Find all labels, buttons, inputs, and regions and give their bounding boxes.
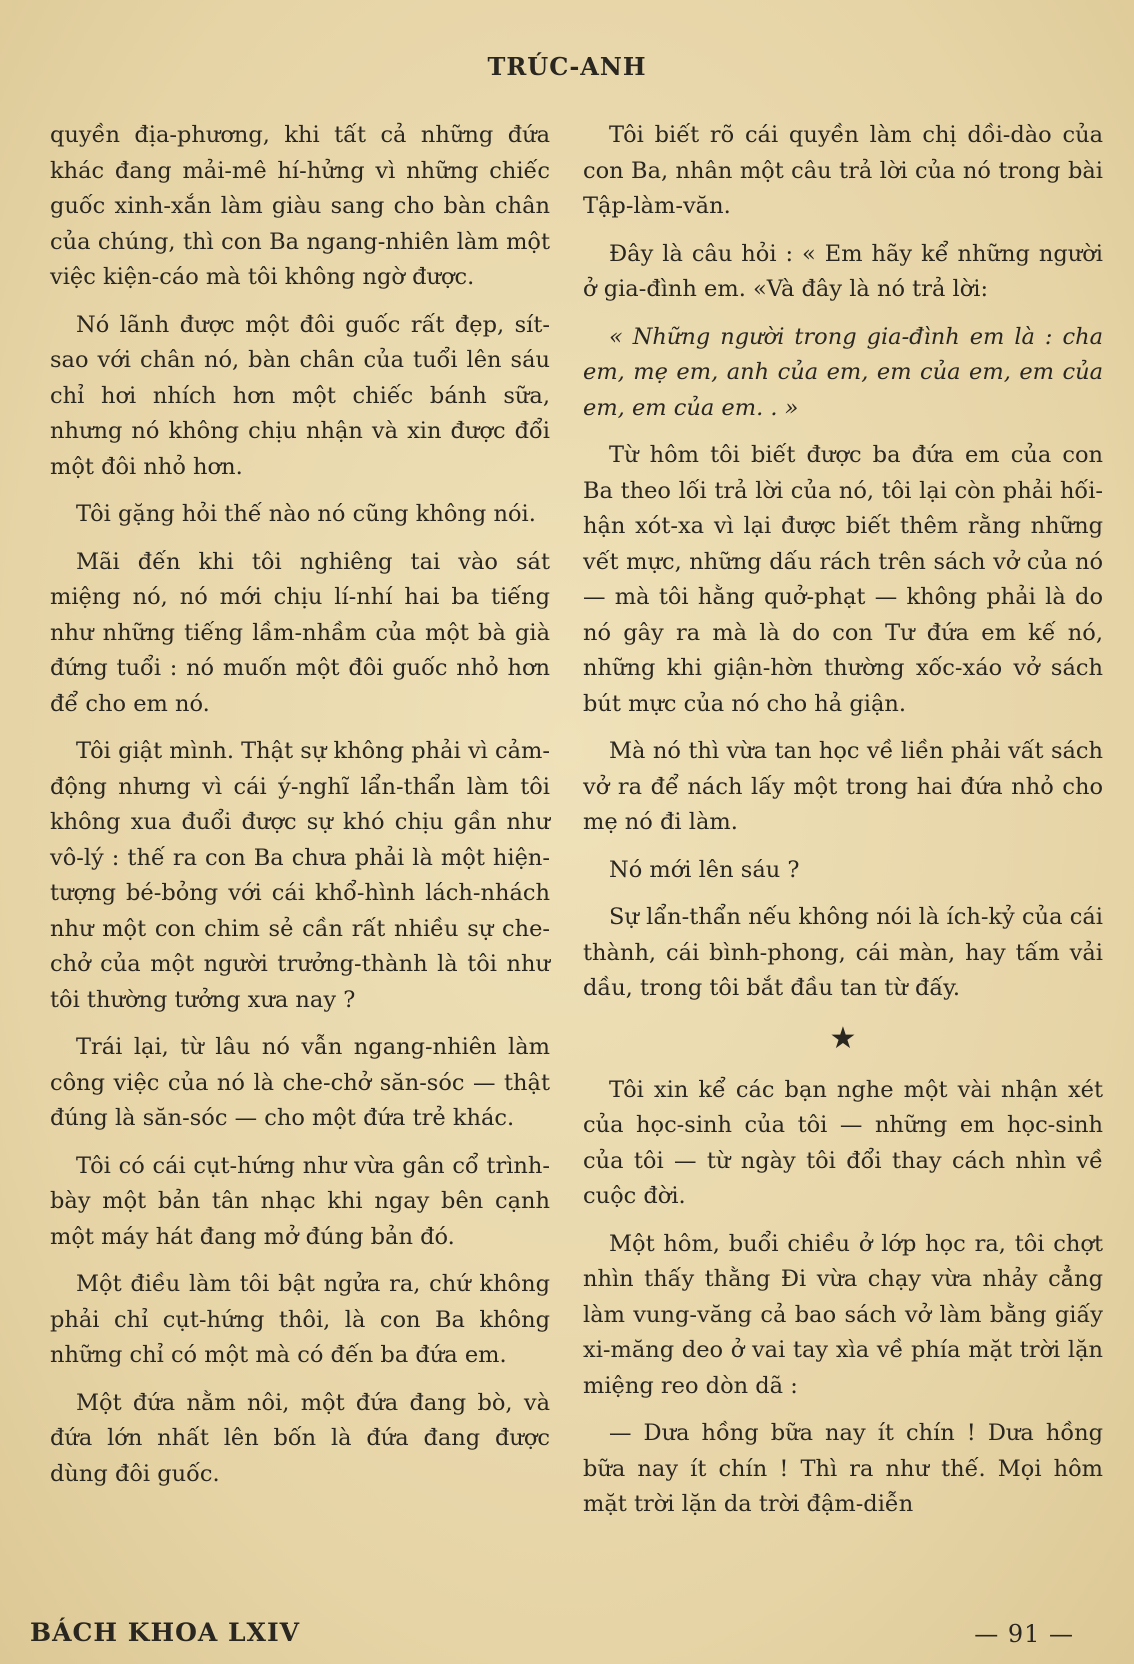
paragraph: Từ hôm tôi biết được ba đứa em của con Ba theo lối trả lời của nó, tôi lại còn phải hối-hận xót-xa vì lại được biết thêm rằng những vết mực, những dấu rách trên sách vở của nó — mà tôi hằng quở-phạt — không phải là do nó gây ra mà là do con Tư đứa em kế nó, những khi giận-hờn thường xốc-xáo vở sách bút mực của nó cho hả giận. [583, 442, 1103, 717]
paragraph: Tôi xin kể các bạn nghe một vài nhận xét của học-sinh của tôi — những em học-sinh của tôi — từ ngày tôi đổi thay cách nhìn về cuộc đời. [583, 1076, 1103, 1209]
paragraph: Mà nó thì vừa tan học về liền phải vất sách vở ra để nách lấy một trong hai đứa nhỏ cho mẹ nó đi làm. [583, 738, 1103, 835]
paragraph: Sự lẩn-thẩn nếu không nói là ích-kỷ của cái thành, cái bình-phong, cái màn, hay tấm vải dầu, trong tôi bắt đầu tan từ đấy. [583, 904, 1103, 1001]
paragraph: Một điều làm tôi bật ngửa ra, chứ không phải chỉ cụt-hứng thôi, là con Ba không những chỉ có một mà có đến ba đứa em. [50, 1271, 550, 1368]
quoted-answer: « Những người trong gia-đình em là : cha em, mẹ em, anh của em, em của em, em của em, em của em. . » [583, 323, 1103, 421]
left-column [50, 118, 550, 1504]
paragraph: Tôi biết rõ cái quyền làm chị dồi-dào của con Ba, nhân một câu trả lời của nó trong bài Tập-làm-văn. [583, 122, 1103, 219]
running-header-author: TRÚC-ANH [487, 52, 647, 81]
right-column [583, 118, 1103, 1535]
paragraph: quyền địa-phương, khi tất cả những đứa khác đang mải-mê hí-hửng vì những chiếc guốc xinh-xắn làm giàu sang cho bàn chân của chúng, thì con Ba ngang-nhiên làm một việc kiện-cáo mà tôi không ngờ được. [50, 122, 550, 290]
magazine-footer: BÁCH KHOA LXIV [30, 1618, 301, 1647]
star-separator-icon: ★ [829, 1020, 857, 1056]
paragraph: Một hôm, buổi chiều ở lớp học ra, tôi chợt nhìn thấy thằng Đi vừa chạy vừa nhảy cẳng làm vung-văng cả bao sách vở làm bằng giấy xi-măng deo ở vai tay xìa về phía mặt trời lặn miệng reo dòn dã : [583, 1230, 1103, 1399]
paragraph: — Dưa hồng bữa nay ít chín ! Dưa hồng bữa nay ít chín ! Thì ra như thế. Mọi hôm mặt trời lặn da trời đậm-diễn [583, 1420, 1103, 1517]
paragraph: Một đứa nằm nôi, một đứa đang bò, và đứa lớn nhất lên bốn là đứa đang được dùng đôi guốc. [50, 1389, 550, 1487]
paragraph: Tôi gặng hỏi thế nào nó cũng không nói. [76, 501, 536, 527]
paragraph: Tôi giật mình. Thật sự không phải vì cảm-động nhưng vì cái ý-nghĩ lẩn-thẩn làm tôi không xua đuổi được sự khó chịu gần như vô-lý : thế ra con Ba chưa phải là một hiện-tượng bé-bỏng với cái khổ-hình lách-nhách như một con chim sẻ cần rất nhiều sự che-chở của một người trưởng-thành là tôi như tôi thường tưởng xưa nay ? [50, 738, 550, 1013]
paragraph: Mãi đến khi tôi nghiêng tai vào sát miệng nó, nó mới chịu lí-nhí hai ba tiếng như những tiếng lầm-nhầm của một bà già đứng tuổi : nó muốn một đôi guốc nhỏ hơn để cho em nó. [50, 548, 550, 717]
page-number: — 91 — [974, 1620, 1074, 1648]
paragraph: Nó lãnh được một đôi guốc rất đẹp, sít-sao với chân nó, bàn chân của tuổi lên sáu chỉ hơi nhích hơn một chiếc bánh sữa, nhưng nó không chịu nhận và xin được đổi một đôi nhỏ hơn. [50, 311, 550, 480]
paragraph: Trái lại, từ lâu nó vẫn ngang-nhiên làm công việc của nó là che-chở săn-sóc — thật đúng là săn-sóc — cho một đứa trẻ khác. [50, 1034, 550, 1131]
paragraph: Nó mới lên sáu ? [609, 856, 800, 883]
paragraph: Đây là câu hỏi : « Em hãy kể những người ở gia-đình em. «Và đây là nó trả lời: [583, 240, 1103, 302]
paragraph: Tôi có cái cụt-hứng như vừa gân cổ trình-bày một bản tân nhạc khi ngay bên cạnh một máy hát đang mở đúng bản đó. [50, 1152, 550, 1250]
